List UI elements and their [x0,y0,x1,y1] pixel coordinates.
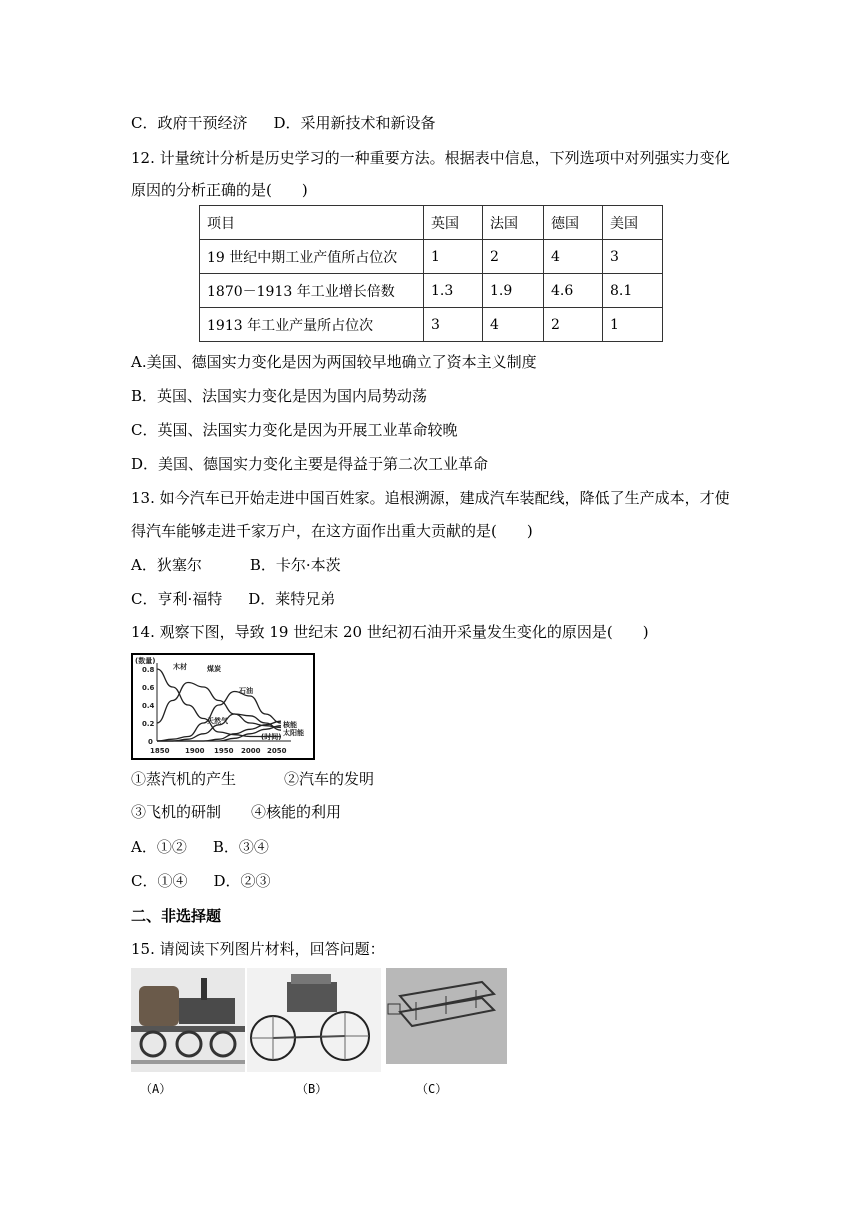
table-header-cell: 德国 [544,206,603,240]
table-cell: 1870－1913 年工业增长倍数 [200,274,424,308]
x-tick-label: 2000 [241,747,261,755]
y-tick-label: 0.6 [142,684,155,692]
x-tick-label: 1900 [185,747,205,755]
q12-option-b: B．英国、法国实力变化是因为国内局势动荡 [131,387,428,405]
q14-option-c: C．①④ [131,872,188,890]
table-cell: 19 世纪中期工业产值所占位次 [200,240,424,274]
q14-option-d: D．②③ [213,872,271,890]
q13-option-c: C．亨利·福特 [131,590,223,608]
energy-chart-svg [133,655,313,758]
q11-option-c: C．政府干预经济 [131,114,248,132]
series-labels [173,662,304,737]
q13-option-a: A．狄塞尔 [131,556,202,574]
table-header-cell: 项目 [200,206,424,240]
table-cell: 1913 年工业产量所占位次 [200,308,424,342]
y-axis-label: (数量) [135,657,156,665]
table-header-row [200,206,663,240]
locomotive-icon [131,968,245,1072]
q12-stem-line2: 原因的分析正确的是( ) [131,181,308,199]
q12-option-c: C．英国、法国实力变化是因为开展工业革命较晚 [131,421,458,439]
q15-stem: 15. 请阅读下列图片材料，回答问题： [131,940,385,958]
table-header-cell: 英国 [424,206,483,240]
table-cell: 1 [603,308,663,342]
benz-car-image [247,968,381,1072]
caption-a: （A） [140,1082,172,1096]
section-title: 二、非选择题 [131,907,222,925]
table-cell: 4 [544,240,603,274]
series-label-wood: 木材 [173,663,187,671]
q14-items-12 [131,769,374,789]
airplane-image [386,968,507,1064]
series-line-wood [157,669,281,737]
q14-options-ab [131,837,269,857]
q12-option-d: D．美国、德国实力变化主要是得益于第二次工业革命 [131,455,489,473]
q14-option-a: A．①② [131,838,187,856]
series-label-gas: 天然气 [207,717,228,725]
x-tick-labels [150,747,287,755]
table-row [200,240,663,274]
table-cell: 8.1 [603,274,663,308]
table-row [200,308,663,342]
y-tick-label: 0 [148,738,153,746]
q14-item-2: ②汽车的发明 [284,770,375,788]
table-cell: 2 [544,308,603,342]
q12-data-table [199,205,663,342]
y-tick-label: 0.2 [142,720,155,728]
airplane-icon [386,968,507,1064]
q13-options-cd [131,589,335,609]
q13-options-ab [131,555,341,575]
car-icon [247,968,381,1072]
q14-options-cd [131,871,271,891]
table-cell: 3 [603,240,663,274]
table-cell: 4.6 [544,274,603,308]
q12-option-a: A.美国、德国实力变化是因为两国较早地确立了资本主义制度 [131,353,537,371]
series-label-nuclear: 核能 [283,721,297,729]
locomotive-image [131,968,245,1072]
series-lines [157,669,281,741]
q14-item-3: ③飞机的研制 [131,803,222,821]
series-label-oil: 石油 [239,687,253,695]
q11-options-cd [131,113,436,133]
x-axis-label: (时间) [261,733,282,741]
y-tick-label: 0.8 [142,666,155,674]
series-label-solar: 太阳能 [283,729,304,737]
q14-option-b: B．③④ [212,838,269,856]
table-header-cell: 美国 [603,206,663,240]
q14-items-34 [131,802,341,822]
q13-stem-line1: 13. 如今汽车已开始走进中国百姓家。追根溯源，建成汽车装配线，降低了生产成本，才使 [131,489,730,507]
table-cell: 2 [483,240,544,274]
q14-stem: 14. 观察下图，导致 19 世纪末 20 世纪初石油开采量发生变化的原因是( ) [131,623,649,641]
series-label-coal: 煤炭 [207,665,221,673]
table-cell: 3 [424,308,483,342]
table-cell: 1.9 [483,274,544,308]
energy-chart [131,653,315,760]
y-tick-labels [142,666,155,746]
q12-stem-line1: 12. 计量统计分析是历史学习的一种重要方法。根据表中信息，下列选项中对列强实力变化 [131,149,730,167]
caption-b: （B） [296,1082,328,1096]
table-cell: 4 [483,308,544,342]
y-tick-label: 0.4 [142,702,155,710]
q13-stem-line2: 得汽车能够走进千家万户，在这方面作出重大贡献的是( ) [131,522,533,540]
x-tick-label: 1850 [150,747,170,755]
x-tick-label: 1950 [214,747,234,755]
x-tick-label: 2050 [267,747,287,755]
q13-option-b: B．卡尔·本茨 [249,556,341,574]
q13-option-d: D．莱特兄弟 [248,590,336,608]
table-row [200,274,663,308]
caption-c: （C） [416,1082,448,1096]
q11-option-d: D．采用新技术和新设备 [273,114,436,132]
table-cell: 1.3 [424,274,483,308]
q14-item-4: ④核能的利用 [251,803,342,821]
table-header-cell: 法国 [483,206,544,240]
table-cell: 1 [424,240,483,274]
q14-item-1: ①蒸汽机的产生 [131,770,237,788]
